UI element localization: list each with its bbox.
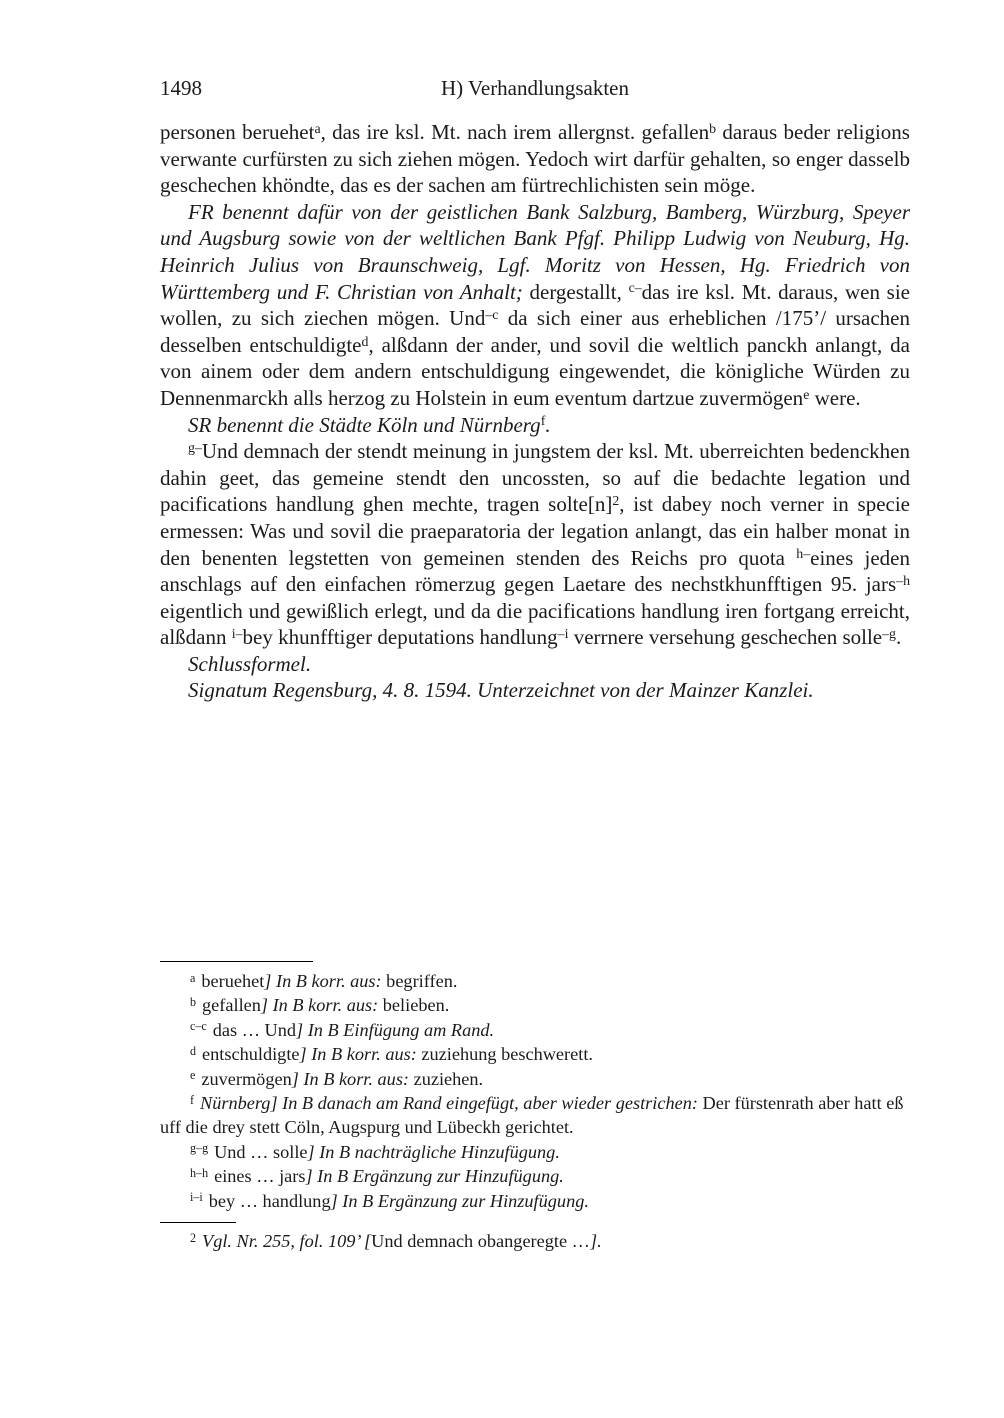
footnote-reference-mark: c–: [628, 280, 642, 296]
footnote-block: [160, 961, 910, 1253]
footnote-reference-mark: a: [314, 120, 321, 136]
footnote-a: [160, 969, 910, 993]
footnote-marker: g–g: [190, 1141, 209, 1156]
page-header: [160, 76, 910, 100]
text-segment: ].: [589, 1231, 602, 1252]
footnote-h: [160, 1164, 910, 1188]
footnote-marker: f: [190, 1092, 195, 1107]
text-segment: ] In B korr. aus:: [260, 995, 379, 1016]
text-segment: ] In B Einfügung am Rand.: [296, 1019, 495, 1040]
text-segment: eines … jars: [214, 1166, 306, 1187]
numeric-footnote-separator-rule: [160, 1222, 236, 1223]
footnote-marker: e: [190, 1068, 196, 1083]
footnote-reference-mark: i–: [231, 626, 243, 642]
footnote-g: [160, 1140, 910, 1164]
text-segment: zuziehung beschwerett.: [416, 1044, 593, 1065]
running-header: H) Verhandlungsakten: [441, 76, 629, 100]
footnote-c: [160, 1018, 910, 1042]
paragraph-1: [160, 119, 910, 199]
text-segment: .: [545, 412, 551, 437]
footnote-reference-mark: –h: [896, 572, 910, 588]
footnote-separator-rule: [160, 961, 313, 962]
paragraph-4: [160, 438, 910, 651]
text-segment: Schlussformel.: [188, 651, 312, 676]
text-segment: SR benennt die Städte Köln und Nürnberg: [188, 412, 541, 437]
footnote-marker: a: [190, 970, 196, 985]
text-segment: were.: [809, 385, 861, 410]
text-segment: begriffen.: [381, 971, 458, 991]
text-segment: , alßdann der ander, und sovil die weltlich panckh anlangt, da von ainem oder dem andern entschuldigung eingewendet, die königliche Würden zu Dennenmarckh alls herzog zu Holstein in eum eventum dartzue zuvermögen: [160, 332, 910, 410]
footnote-text: [209, 1191, 589, 1211]
text-segment: .: [895, 625, 902, 650]
text-segment: da sich einer aus erheblichen /175’/ ursachen desselben entschuldigte: [160, 306, 910, 357]
footnote-text: [201, 1069, 483, 1089]
text-segment: zuvermögen: [201, 1068, 292, 1089]
text-segment: personen beruehet: [160, 120, 315, 144]
text-segment: bey … handlung: [208, 1190, 331, 1211]
footnote-text: [214, 1166, 564, 1186]
text-segment: bey khunfftiger deputations handlung: [242, 625, 558, 650]
text-segment: ] In B nachträgliche Hinzufügung.: [307, 1141, 560, 1162]
text-segment: das ire ksl. Mt. daraus, wen sie wollen, zu sich ziechen mögen. Und: [160, 279, 910, 331]
text-segment: gefallen: [202, 995, 261, 1016]
paragraph-5: [160, 651, 910, 678]
footnote-marker: d: [190, 1043, 197, 1058]
text-segment: dergestallt,: [522, 279, 629, 304]
footnote-reference-mark: –g: [882, 626, 896, 642]
text-segment: Nürnberg] In B danach am Rand eingefügt, aber wieder gestrichen:: [200, 1093, 698, 1114]
text-segment: ] In B korr. aus:: [264, 971, 382, 991]
text-segment: beruehet: [201, 971, 265, 991]
text-segment: ] In B korr. aus:: [299, 1044, 417, 1065]
footnote-e: [160, 1067, 910, 1091]
footnote-reference-mark: f: [540, 413, 546, 429]
footnote-text: [202, 1044, 593, 1064]
text-segment: entschuldigte: [202, 1044, 300, 1065]
text-segment: belieben.: [378, 995, 450, 1016]
footnote-text: [201, 971, 457, 991]
footnote-reference-mark: e: [803, 386, 810, 402]
footnote-2: [160, 1229, 910, 1253]
text-segment: Und … solle: [214, 1141, 308, 1162]
footnote-text: [202, 995, 449, 1015]
footnote-i: [160, 1189, 910, 1213]
text-segment: ] In B Ergänzung zur Hinzufügung.: [305, 1166, 564, 1187]
footnote-text: [214, 1142, 560, 1162]
text-segment: ] In B korr. aus:: [291, 1068, 410, 1089]
footnote-marker: i–i: [190, 1190, 203, 1205]
text-segment: zuziehen.: [409, 1068, 484, 1089]
text-segment: Vgl. Nr. 255, fol. 109’ [: [202, 1231, 372, 1252]
paragraph-2: [160, 199, 910, 412]
page-number: 1498: [160, 76, 202, 100]
footnote-marker: b: [190, 994, 197, 1009]
text-segment: Und demnach der stendt meinung in jungstem der ksl. Mt. uberreichten bedenckhen dahin geet, das gemeine stendt den uncossten, so auf die bedachte legation und pacifications handlung ghen mechte, tragen solte[n]: [160, 439, 910, 517]
text-segment: daraus beder religions verwante curfürsten zu sich ziehen mögen. Yedoch wirt darfür gehalten, so enger dasselb geschechen khöndte, das es der sachen am fürtrechlichisten sein möge.: [160, 120, 910, 198]
footnote-d: [160, 1042, 910, 1066]
footnote-f: [160, 1091, 910, 1140]
text-segment: eigentlich und gewißlich erlegt, und da die pacifications handlung iren fortgang erreicht, alßdann: [160, 598, 910, 650]
footnote-text: [213, 1020, 494, 1040]
text-segment: FR benennt dafür von der geistlichen Bank Salzburg, Bamberg, Würzburg, Speyer und Augsburg sowie von der weltlichen Bank Pfgf. Philipp Ludwig von Neuburg, Hg. Heinrich Julius von Braunschweig, Lgf. Moritz von Hessen, Hg. Friedrich von Württemberg und F. Christian von Anhalt;: [160, 199, 910, 304]
footnote-reference-mark: 2: [612, 493, 620, 509]
text-segment: eines jeden anschlags auf den einfachen römerzug gegen Laetare des nechstkhunfftigen 95. jars: [160, 545, 911, 597]
text-segment: , das ire ksl. Mt. nach irem allergnst. gefallen: [320, 120, 710, 144]
footnote-reference-mark: b: [709, 120, 717, 136]
footnote-reference-mark: –i: [557, 626, 569, 642]
paragraph-6: [160, 677, 910, 704]
footnote-marker: c–c: [190, 1019, 207, 1034]
main-text: [160, 119, 910, 704]
footnote-reference-mark: g–: [188, 439, 202, 455]
footnote-marker: 2: [190, 1230, 197, 1245]
footnote-text: [202, 1231, 602, 1251]
text-segment: Und demnach obangeregte …: [371, 1231, 590, 1252]
text-segment: , ist dabey noch verner in specie ermessen: Was und sovil die praeparatoria der legation anlangt, das ein halber monat in den benenten legstetten von gemeinen stenden des Reichs pro quota: [160, 492, 910, 570]
footnote-reference-mark: h–: [796, 546, 811, 562]
paragraph-3: [160, 412, 910, 439]
footnote-reference-mark: –c: [485, 306, 499, 322]
footnote-b: [160, 993, 910, 1017]
text-segment: Signatum Regensburg, 4. 8. 1594. Unterzeichnet von der Mainzer Kanzlei.: [188, 678, 814, 703]
text-segment: das … Und: [212, 1019, 297, 1040]
text-segment: verrnere versehung geschechen solle: [568, 625, 883, 650]
text-segment: Der fürstenrath aber hatt eß uff die drey stett Cöln, Augspurg und Lübeckh gerichtet.: [160, 1093, 904, 1138]
text-segment: ] In B Ergänzung zur Hinzufügung.: [330, 1190, 589, 1211]
footnote-marker: h–h: [190, 1165, 209, 1180]
footnote-text: [160, 1093, 904, 1137]
footnote-reference-mark: d: [361, 333, 369, 349]
